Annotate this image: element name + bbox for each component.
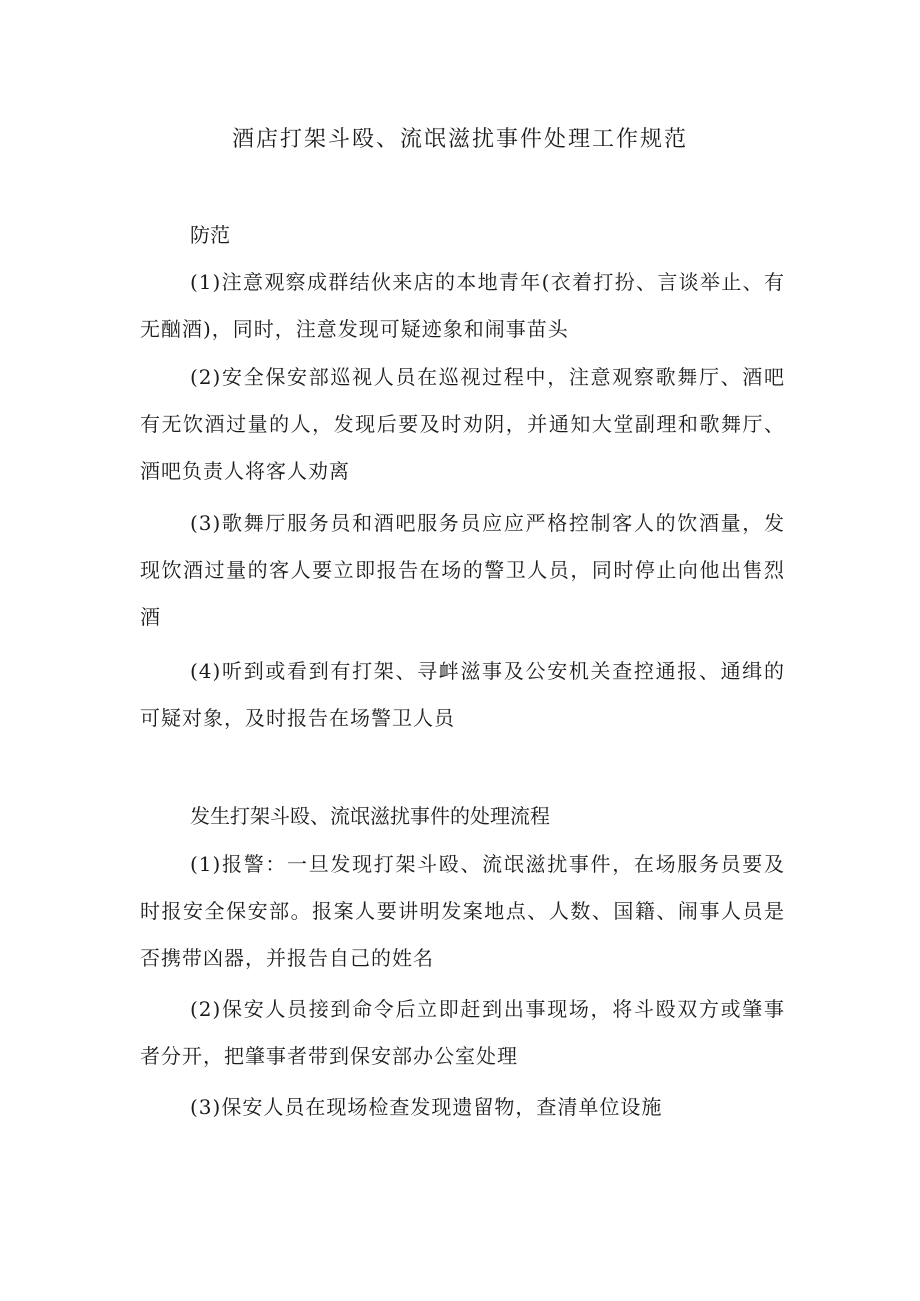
paragraph: (3)保安人员在现场检查发现遗留物，查清单位设施 xyxy=(190,1095,663,1119)
paragraph: (1)报警：一旦发现打架斗殴、流氓滋扰事件，在场服务员要及时报安全保安部。报案人要讲明发案地点、人数、国籍、闹事人员是否携带凶器，并报告自己的姓名 xyxy=(140,852,785,970)
paragraph: (3)歌舞厅服务员和酒吧服务员应应严格控制客人的饮酒量，发现饮酒过量的客人要立即报告在场的警卫人员，同时停止向他出售烈酒 xyxy=(140,511,785,629)
section-heading-handling-process: 发生打架斗殴、流氓滋扰事件的处理流程 xyxy=(190,804,550,828)
paragraph: (4)听到或看到有打架、寻衅滋事及公安机关查控通报、通缉的可疑对象，及时报告在场警卫人员 xyxy=(140,659,785,730)
section-heading-prevention: 防范 xyxy=(190,223,230,247)
paragraph: (1)注意观察成群结伙来店的本地青年(衣着打扮、言谈举止、有无酗酒)，同时，注意发现可疑迹象和闹事苗头 xyxy=(140,270,785,341)
paragraph: (2)保安人员接到命令后立即赶到出事现场，将斗殴双方或肇事者分开，把肇事者带到保安部办公室处理 xyxy=(140,997,785,1068)
paragraph: (2)安全保安部巡视人员在巡视过程中，注意观察歌舞厅、酒吧有无饮酒过量的人，发现后要及时劝阴，并通知大堂副理和歌舞厅、酒吧负责人将客人劝离 xyxy=(140,365,785,483)
document-title: 酒店打架斗殴、流氓滋扰事件处理工作规范 xyxy=(231,127,688,152)
